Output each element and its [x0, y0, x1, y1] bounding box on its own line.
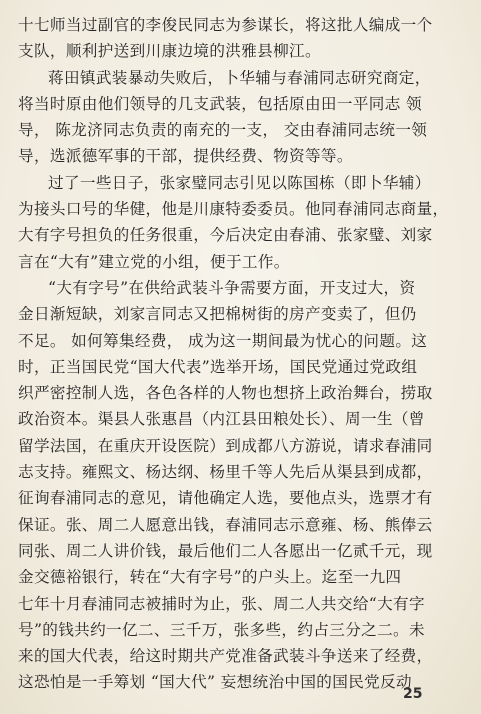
text-line: 同张、周二人讲价钱，最后他们二人各愿出一亿贰千元，现	[18, 541, 433, 560]
text-line: “大有字号”在供给武装斗争需要方面，开支过大，资	[48, 278, 416, 297]
text-line: 蒋田镇武装暴动失败后，卜华辅与春浦同志研究商定，	[48, 68, 431, 87]
text-line: 时，正当国民党“国大代表”选举开场，国民党通过党政组	[18, 357, 418, 376]
text-line: 保证。张、周二人愿意出钱，春浦同志示意雍、杨、熊俸云	[18, 515, 433, 534]
text-line: 织严密控制人选，各色各样的人物也想挤上政治舞台，捞取	[18, 384, 433, 403]
text-line: 政治资本。渠县人张惠昌（内江县田粮处长）、周一生（曾	[18, 410, 425, 429]
body-text	[18, 12, 466, 696]
text-line: 征询春浦同志的意见，请他确定人选，要他点头，选票才有	[18, 489, 433, 508]
text-line: 来的国大代表，给这时期共产党准备武装斗争送来了经费，	[18, 647, 433, 666]
text-line: 金交德裕银行，转在“大有字号”的户头上。迄至一九四	[18, 568, 402, 587]
text-line: 支队，顺利护送到川康边境的洪雅县柳江。	[18, 42, 321, 61]
text-line: 十七师当过副官的李俊民同志为参谋长，将这批人编成一个	[18, 16, 433, 34]
text-line: 留学法国，在重庆开设医院）到成都八方游说，请求春浦同	[18, 436, 433, 455]
text-line: 号”的钱共约一亿二、三千万，张多些，约占三分之二。未	[18, 620, 425, 639]
text-line: 导， 陈龙济同志负责的南充的一支， 交由春浦同志统一领	[18, 121, 428, 140]
page-number: 25	[403, 686, 423, 702]
text-line: 七年十月春浦同志被捕时为止，张、周二人共交给“大有字	[18, 594, 425, 613]
text-line: 导，选派德军事的干部，提供经费、物资等等。	[18, 147, 353, 166]
text-line: 言在“大有”建立党的小组，便于工作。	[18, 252, 290, 271]
text-line: 不足。 如何筹集经费， 成为这一期间最为忧心的问题。这	[18, 331, 428, 350]
text-line: 过了一些日子，张家璧同志引见以陈国栋（即卜华辅）	[48, 173, 431, 192]
text-line: 金日渐短缺，刘家言同志又把棉树街的房产变卖了，但仍	[18, 305, 417, 324]
text-line: 大有字号担负的任务很重，今后决定由春浦、张家璧、刘家	[18, 226, 433, 245]
text-line: 这恐怕是一手筹划 “国大代” 妄想统治中国的国民党反动	[18, 673, 412, 692]
text-line: 将当时原由他们领导的几支武装，包括原由田一平同志 领	[18, 94, 422, 113]
text-line: 志支持。雍熙文、杨达纲、杨里千等人先后从渠县到成都，	[18, 463, 433, 482]
text-line: 为接头口号的华健，他是川康特委委员。他同春浦同志商量，	[18, 200, 449, 219]
